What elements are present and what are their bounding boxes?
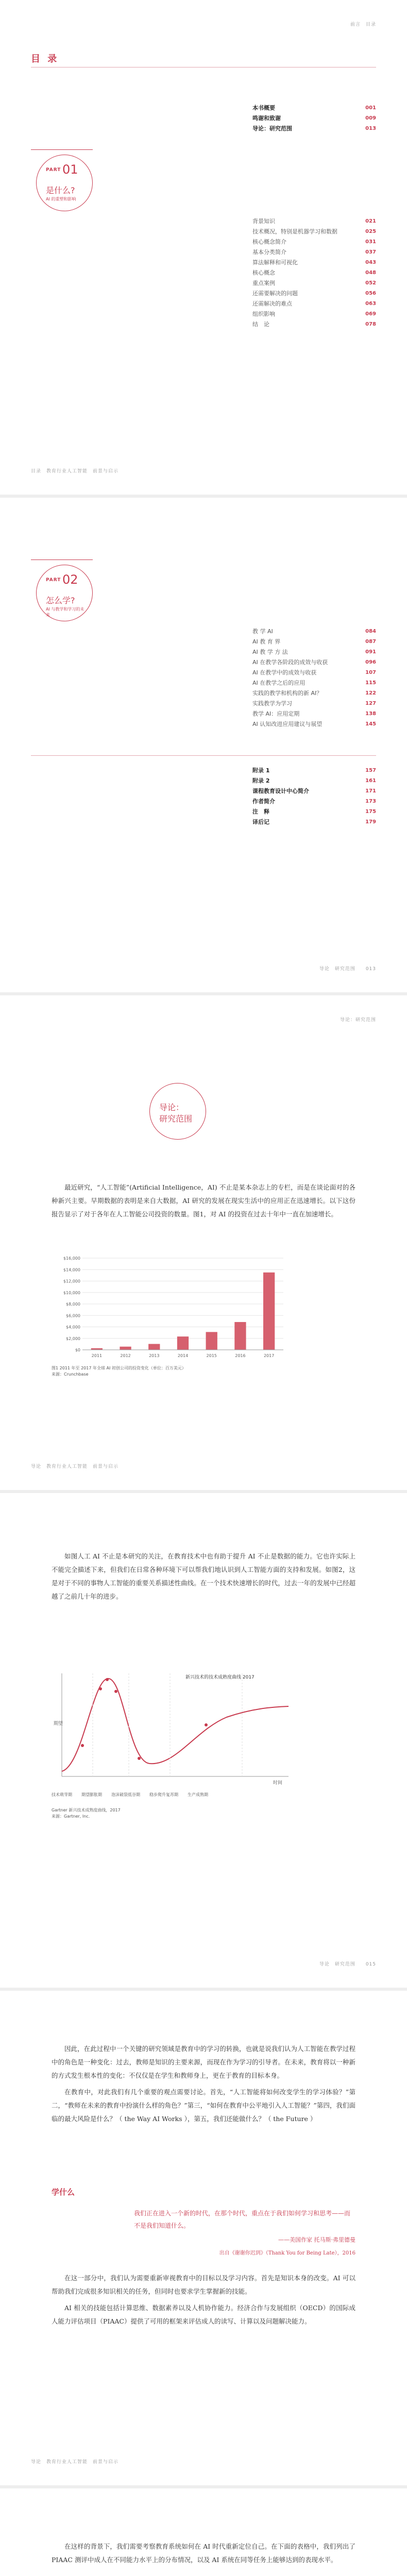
toc-entry[interactable] bbox=[252, 258, 376, 268]
toc-entry-page: 052 bbox=[365, 280, 376, 286]
toc-entry-label: 课程教育设计中心简介 bbox=[252, 788, 309, 794]
toc-entry[interactable] bbox=[252, 807, 376, 817]
toc-entry[interactable] bbox=[252, 709, 376, 719]
y-tick-label: $4,000 bbox=[66, 1325, 80, 1330]
toc-entry-label: 附录 1 bbox=[252, 767, 270, 774]
toc-entry-page: 048 bbox=[365, 270, 376, 276]
x-tick-label: 2015 bbox=[206, 1353, 217, 1358]
part-number: 02 bbox=[62, 572, 78, 587]
toc-entry-page: 157 bbox=[365, 768, 376, 773]
toc-entry-page: 009 bbox=[365, 115, 376, 121]
paragraph: AI 相关的技能包括计算思维、数据素养以及人机协作能力。经济合作与发展组织（OECD）的国际成人能力评估项目（PIAAC）提供了可用的框架来评估成人的读写、计算以及问题解决能力。 bbox=[52, 2304, 355, 2325]
toc-entry[interactable] bbox=[252, 766, 376, 776]
toc-entry[interactable] bbox=[252, 227, 376, 237]
toc-entry-page: 031 bbox=[365, 239, 376, 245]
toc-entry-page: 025 bbox=[365, 229, 376, 234]
toc-back-matter bbox=[252, 766, 376, 827]
body bbox=[52, 2272, 355, 2331]
toc-page-2 bbox=[0, 498, 407, 992]
toc-entry-label: 本书概要 bbox=[252, 105, 275, 111]
phase-label: 泡沫破裂低谷期 bbox=[111, 1792, 140, 1797]
x-tick-label: 2013 bbox=[149, 1353, 160, 1358]
y-tick-label: $12,000 bbox=[63, 1279, 80, 1284]
y-tick-label: $8,000 bbox=[66, 1302, 80, 1307]
toc-entry-page: 122 bbox=[365, 690, 376, 696]
toc-entry-page: 069 bbox=[365, 311, 376, 317]
toc-entry[interactable] bbox=[252, 678, 376, 688]
toc-entry-label: 导论：研究范围 bbox=[252, 125, 292, 132]
toc-entry-page: 021 bbox=[365, 218, 376, 224]
toc-entry-page: 078 bbox=[365, 321, 376, 327]
toc-entry[interactable] bbox=[252, 124, 376, 134]
bar bbox=[148, 1344, 160, 1350]
section-heading: 学什么 bbox=[52, 2188, 75, 2197]
toc-entry[interactable] bbox=[252, 309, 376, 319]
x-tick-label: 2014 bbox=[177, 1353, 189, 1358]
quote-source: 出自《谢谢你迟到》（Thank You for Being Late），2016 bbox=[219, 2250, 355, 2256]
running-head: 导论：研究范围 bbox=[340, 1018, 376, 1023]
toc-entry-page: 107 bbox=[365, 670, 376, 675]
toc-entry[interactable] bbox=[252, 247, 376, 258]
toc-entry-label: 基本分类简介 bbox=[252, 249, 286, 256]
divider bbox=[31, 149, 93, 150]
tech-point bbox=[114, 1690, 117, 1693]
toc-entry-page: 056 bbox=[365, 291, 376, 296]
x-tick-label: 2017 bbox=[263, 1353, 275, 1358]
toc-entry[interactable] bbox=[252, 299, 376, 309]
intro-title-line2: 研究范围 bbox=[159, 1114, 193, 1124]
tech-point bbox=[81, 1744, 84, 1747]
paragraph: 最近研究，“人工智能”(Artificial Intelligence，AI) 不止是某本杂志上的专栏，而是在谈论面对的各种新兴主要。早期数据的表明是来自大数据，AI 研究的发展在现实生活中的应用正在迅速增长。以下这份报告显示了对于各年在人工智能公司投资的数量。图1，对 AI 的投资在过去十年中一直在加速增长。 bbox=[52, 1183, 355, 1218]
toc-entry-page: 043 bbox=[365, 260, 376, 265]
toc-entry[interactable] bbox=[252, 278, 376, 289]
phase-labels bbox=[52, 1792, 208, 1798]
toc-entry-label: 实践教学为学习 bbox=[252, 700, 292, 707]
toc-entry[interactable] bbox=[252, 216, 376, 227]
toc-entry-page: 013 bbox=[365, 126, 376, 131]
toc-entry-page: 091 bbox=[365, 649, 376, 655]
toc-entry-page: 138 bbox=[365, 711, 376, 717]
toc-entry-page: 063 bbox=[365, 301, 376, 307]
toc-entry[interactable] bbox=[252, 668, 376, 678]
toc-entry[interactable] bbox=[252, 817, 376, 827]
toc-entry-label: AI 在教学之后的应用 bbox=[252, 680, 306, 686]
bar bbox=[206, 1332, 217, 1350]
running-foot: 导论 教育行业人工智能 前景与启示 bbox=[31, 2460, 119, 2465]
toc-entry[interactable] bbox=[252, 657, 376, 668]
part-title: 怎么学? bbox=[46, 596, 75, 605]
toc-entry-page: 001 bbox=[365, 105, 376, 111]
tech-point bbox=[106, 1678, 109, 1681]
toc-entry-label: 还需解决的难点 bbox=[252, 300, 292, 307]
toc-entry-label: 鸣谢和致谢 bbox=[252, 115, 281, 122]
toc-entry[interactable] bbox=[252, 237, 376, 247]
toc-entry[interactable] bbox=[252, 103, 376, 113]
toc-entry-page: 127 bbox=[365, 701, 376, 706]
intro-paragraph bbox=[52, 1181, 355, 1224]
toc-entry[interactable] bbox=[252, 688, 376, 699]
learning-page bbox=[0, 1991, 407, 2485]
toc-entry-label: 注 释 bbox=[252, 808, 269, 815]
body bbox=[52, 1550, 355, 1606]
y-tick-label: $14,000 bbox=[63, 1267, 80, 1273]
toc-entry-label: 背景知识 bbox=[252, 218, 275, 225]
toc-entry[interactable] bbox=[252, 289, 376, 299]
tech-point bbox=[138, 1757, 141, 1760]
toc-entry-label: AI 认知改进应用建议与展望 bbox=[252, 721, 323, 727]
toc-entry-label: 算法解释和可视化 bbox=[252, 259, 298, 266]
toc-entry-page: 096 bbox=[365, 659, 376, 665]
toc-entry[interactable] bbox=[252, 786, 376, 796]
toc-entry-page: 145 bbox=[365, 721, 376, 727]
toc-entry[interactable] bbox=[252, 637, 376, 647]
y-tick-label: $2,000 bbox=[66, 1336, 80, 1341]
x-tick-label: 2011 bbox=[91, 1353, 103, 1358]
toc-entry-label: 教学 AI：应用定期 bbox=[252, 710, 300, 717]
paragraph: 在教育中，对此我们有几个重要的观点需要讨论。首先，“人工智能将如何改变学生的学习体验？”第二，“教师在未来的教育中扮演什么样的角色？”第三，“如何在教育中公平地引入人工智能？”第四，我们面临的最大风险是什么？（ the Way AI Works ），第五，我们还能做什么？（ the Future ） bbox=[52, 2088, 355, 2123]
part-subtitle: AI 与教学和学习的未来 bbox=[46, 607, 84, 617]
running-foot: 导论 研究范围 013 bbox=[319, 967, 376, 972]
caption-source: 来源：Crunchbase bbox=[52, 1372, 89, 1377]
table-page bbox=[0, 2488, 407, 2576]
hype-x-label: 时间 bbox=[273, 1781, 283, 1786]
toc-title: 目 录 bbox=[31, 54, 59, 64]
toc-entry-label: 译后记 bbox=[252, 819, 269, 825]
hype-y-label: 期望 bbox=[54, 1721, 63, 1726]
toc-entry-page: 161 bbox=[365, 778, 376, 784]
toc-entry-label: 教 学 AI bbox=[252, 628, 273, 635]
body bbox=[52, 2540, 355, 2570]
toc-part1-chapters bbox=[252, 216, 376, 330]
investment-bar-chart bbox=[57, 1253, 289, 1361]
caption-line: 图1 2011 年至 2017 年全球 AI 初创公司的投资变化（单位：百万美元） bbox=[52, 1366, 186, 1370]
hype-title: 新兴技术的技术成熟度曲线 2017 bbox=[185, 1675, 255, 1680]
toc-entry-page: 171 bbox=[365, 788, 376, 794]
y-tick-label: $16,000 bbox=[63, 1256, 80, 1261]
toc-entry-label: 技术概况，特别是机器学习和数据 bbox=[252, 228, 337, 235]
phase-label: 期望膨胀期 bbox=[81, 1792, 102, 1797]
tech-point bbox=[205, 1723, 208, 1726]
quote-attribution: ——美国作家 托马斯·弗里德曼 bbox=[278, 2236, 355, 2243]
bar bbox=[234, 1322, 246, 1350]
bar bbox=[177, 1336, 189, 1350]
toc-entry-label: AI 在教学各阶段的成效与收获 bbox=[252, 659, 328, 666]
body bbox=[52, 2042, 355, 2129]
part-number: 01 bbox=[62, 162, 78, 177]
hype-curve bbox=[62, 1679, 289, 1771]
toc-entry-label: 实践的教学和机构的新 AI？ bbox=[252, 690, 323, 697]
toc-entry-label: 附录 2 bbox=[252, 777, 270, 784]
toc-entry-label: AI 教 学 方 法 bbox=[252, 649, 288, 655]
toc-entry-label: 还需要解决的问题 bbox=[252, 290, 298, 297]
toc-entry-label: 重点案例 bbox=[252, 280, 275, 286]
toc-entry-label: 核心概念简介 bbox=[252, 239, 286, 245]
paragraph: 在这样的背景下，我们需要考察教育系统如何在 AI 时代重新定位自己。在下面的表格中，我们列出了 PIAAC 测评中成人在不同能力水平上的分布情况，以及 AI 系统在同等任务上能够达到的表现水平。 bbox=[52, 2543, 355, 2564]
paragraph: 如图人工 AI 不止是本研究的关注，在教育技术中也有助于提升 AI 不止是数据的能力。它也许实际上不能完全描述下来，但我们在日常各种环境下可以帮我们地认识到人工智能方面的支持和发展。如图2，这是对于不同的事物人工智能的重要关系描述性曲线。在一个技术快速增长的时代，过去一年的发展中已经超越了之前几十年的进步。 bbox=[52, 1552, 355, 1600]
toc-entry[interactable] bbox=[252, 319, 376, 330]
toc-entry[interactable] bbox=[252, 796, 376, 807]
divider bbox=[31, 755, 376, 756]
part-label: PART bbox=[46, 578, 61, 583]
toc-page-1 bbox=[0, 0, 407, 495]
hype-page bbox=[0, 1493, 407, 1988]
running-foot: 目录 教育行业人工智能 前景与启示 bbox=[31, 469, 119, 474]
part-badge bbox=[36, 565, 93, 621]
toc-entry[interactable] bbox=[252, 647, 376, 657]
toc-entry-label: AI 教 育 界 bbox=[252, 638, 281, 645]
paragraph: 在这一部分中，我们认为需要重新审视教育中的目标以及学习内容。首先是知识本身的改变。AI 可以帮助我们完成很多知识相关的任务，但同时也要求学生掌握新的技能。 bbox=[52, 2274, 355, 2295]
toc-entry[interactable] bbox=[252, 626, 376, 637]
toc-entry-page: 173 bbox=[365, 799, 376, 804]
toc-entry-page: 037 bbox=[365, 249, 376, 255]
toc-entry-label: AI 在教学中的成效与收获 bbox=[252, 669, 317, 676]
quote: 我们正在进入一个新的时代，在那个时代，重点在于我们如何学习和思考——而不是我们知道什么。 bbox=[134, 2210, 351, 2229]
part-subtitle: AI 的重塑和影响 bbox=[46, 197, 76, 201]
toc-entry[interactable] bbox=[252, 268, 376, 278]
x-tick-label: 2016 bbox=[235, 1353, 246, 1358]
part-badge bbox=[36, 155, 93, 211]
tech-point bbox=[99, 1687, 102, 1690]
toc-entry[interactable] bbox=[252, 113, 376, 124]
y-tick-label: $10,000 bbox=[63, 1290, 80, 1295]
intro-title-line1: 导论： bbox=[159, 1103, 184, 1112]
toc-front-matter bbox=[252, 103, 376, 134]
toc-entry-page: 115 bbox=[365, 680, 376, 686]
toc-entry-page: 175 bbox=[365, 809, 376, 815]
toc-entry-label: 结 论 bbox=[252, 321, 269, 328]
running-foot: 导论 教育行业人工智能 前景与启示 bbox=[31, 1464, 119, 1469]
toc-entry-page: 087 bbox=[365, 639, 376, 645]
part-label: PART bbox=[46, 167, 61, 173]
toc-part2-chapters bbox=[252, 626, 376, 730]
toc-entry[interactable] bbox=[252, 776, 376, 786]
toc-entry-page: 179 bbox=[365, 819, 376, 825]
y-tick-label: $0 bbox=[75, 1348, 80, 1352]
toc-entry-label: 作者简介 bbox=[252, 798, 275, 805]
phase-label: 稳步爬升复苏期 bbox=[149, 1792, 178, 1797]
toc-entry-label: 核心概念 bbox=[252, 269, 275, 276]
caption-source: 来源：Gartner, Inc. bbox=[52, 1814, 90, 1819]
bar bbox=[120, 1347, 131, 1350]
intro-title bbox=[159, 1102, 192, 1125]
phase-label: 技术萌芽期 bbox=[52, 1792, 72, 1797]
caption-line: Gartner 新兴技术成熟度曲线，2017 bbox=[52, 1808, 121, 1812]
phase-label: 生产成熟期 bbox=[188, 1792, 208, 1797]
intro-badge bbox=[149, 1083, 206, 1140]
chart-caption bbox=[52, 1807, 121, 1820]
hype-cycle-chart bbox=[52, 1668, 294, 1787]
bar bbox=[263, 1273, 275, 1350]
chart-caption bbox=[52, 1365, 186, 1378]
x-tick-label: 2012 bbox=[120, 1353, 131, 1358]
intro-page bbox=[0, 995, 407, 1490]
toc-entry[interactable] bbox=[252, 699, 376, 709]
paragraph: 因此，在此过程中一个关键的研究领域是教育中的学习的转换，也就是说我们认为人工智能在教学过程中的角色是一种变化：过去，教师是知识的主要来源，而现在作为学习的引导者。在未来，教育将以一种新的方式发生根本性的变化：不仅仅是在学生和教师身上，更在于教育的目标本身。 bbox=[52, 2045, 355, 2079]
running-foot: 导论 研究范围 015 bbox=[319, 1962, 376, 1967]
toc-entry-label: 组织影响 bbox=[252, 311, 275, 317]
part-title: 是什么? bbox=[46, 185, 75, 195]
toc-entry[interactable] bbox=[252, 719, 376, 730]
running-head: 前言 目录 bbox=[350, 22, 376, 27]
y-tick-label: $6,000 bbox=[66, 1313, 80, 1318]
toc-entry-page: 084 bbox=[365, 629, 376, 634]
